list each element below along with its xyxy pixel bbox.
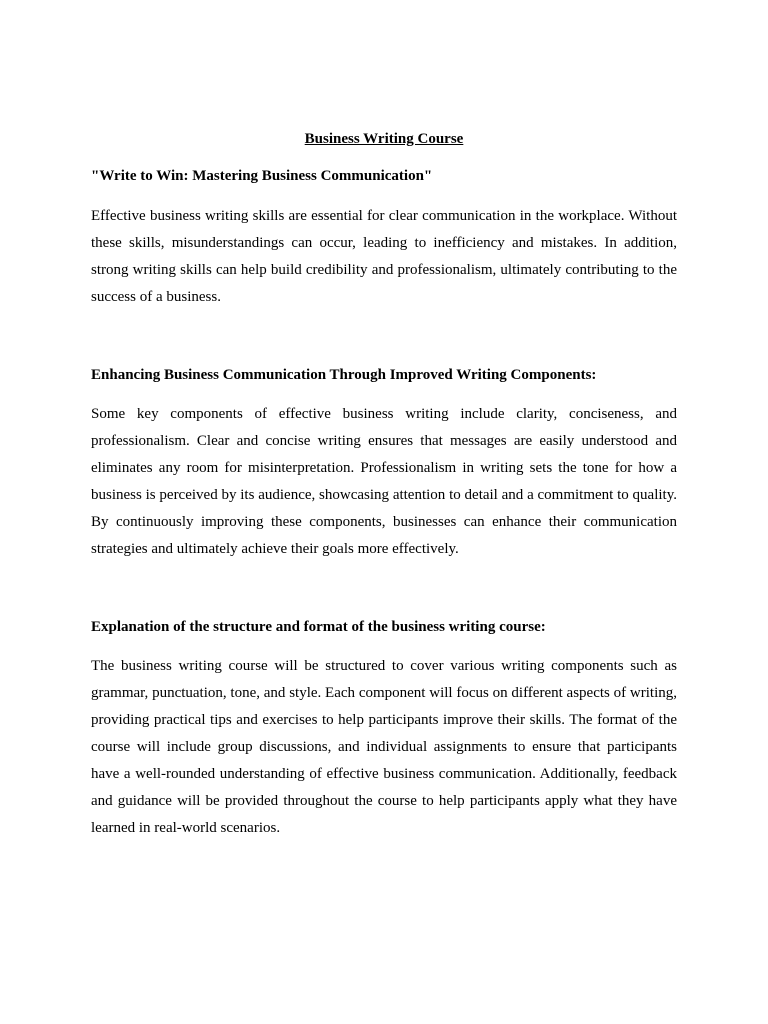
document-title: Business Writing Course <box>304 131 464 147</box>
section-spacer <box>91 311 677 365</box>
section-heading-components: Enhancing Business Communication Through Improved Writing Components: <box>91 367 597 383</box>
section-spacer <box>91 563 677 617</box>
section-body-components: Some key components of effective business writing include clarity, conciseness, and professionalism. Clear and concise writing ensures that messages are easily understood and eliminates any room for misinterpretation. Professionalism in writing sets the tone for how a business is perceived by its audience, showcasing attention to detail and a commitment to quality. By continuously improving these components, businesses can enhance their communication strategies and ultimately achieve their goals more effectively. <box>91 406 677 557</box>
document-content <box>91 129 677 842</box>
intro-paragraph: Effective business writing skills are essential for clear communication in the workplace. Without these skills, misunderstandings can occur, leading to inefficiency and mistakes. In addition, strong writing skills can help build credibility and professionalism, ultimately contributing to the success of a business. <box>91 208 677 305</box>
section-body-structure: The business writing course will be structured to cover various writing components such as grammar, punctuation, tone, and style. Each component will focus on different aspects of writing, providing practical tips and exercises to help participants improve their skills. The format of the course will include group discussions, and individual assignments to ensure that participants have a well-rounded understanding of effective business communication. Additionally, feedback and guidance will be provided throughout the course to help participants apply what they have learned in real-world scenarios. <box>91 658 677 836</box>
document-subtitle: "Write to Win: Mastering Business Communication" <box>91 168 433 184</box>
section-heading-structure: Explanation of the structure and format of the business writing course: <box>91 619 546 635</box>
